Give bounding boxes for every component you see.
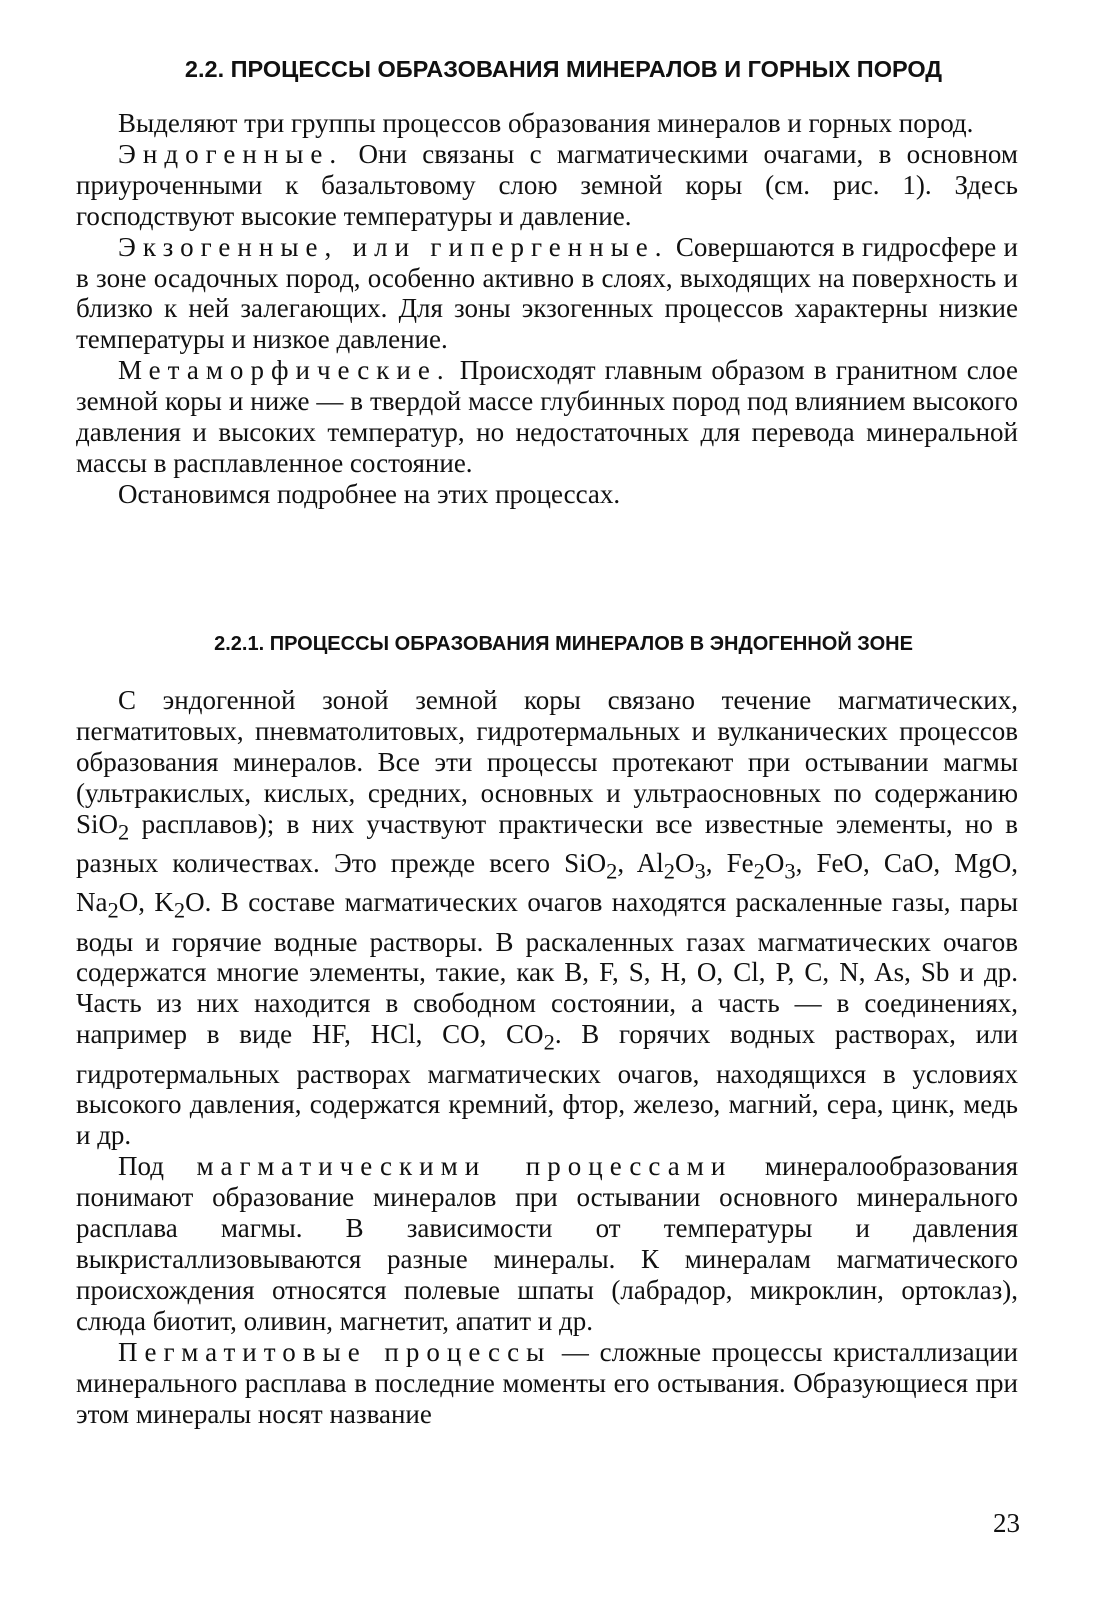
text-run: , FeO, CaO, MgO, Na [76, 847, 1018, 918]
text-run: . В горячих водных растворах, или гидротермальных растворах магматических очагов, находящихся в условиях высокого давления, содержатся кремний, фтор, железо, магний, сера, цинк, медь и др. [76, 1019, 1018, 1151]
subscript: 3 [694, 858, 706, 884]
text-run: , Al [617, 847, 664, 878]
text-run: O [675, 847, 695, 878]
magmatic-term: магматическими процессами [196, 1151, 733, 1182]
magmatic-lead: Под [118, 1151, 197, 1182]
subscript: 3 [784, 858, 796, 884]
subscript: 2 [606, 858, 618, 884]
text-run: С эндогенной зоной земной коры связано течение магматических, пегматитовых, пневматолитовых, гидротермальных и вулканических процессов образования минералов. Все эти процессы протекают при остывании магмы (ультракислых, кислых, средних, основных и ультраосновных по содержанию SiO [76, 685, 1018, 839]
text-run: O [764, 847, 785, 878]
metamorphic-term: Метаморфические. [118, 355, 451, 386]
subscript: 2 [753, 858, 765, 884]
magmatic-paragraph [76, 1151, 1018, 1336]
text-run: расплавов); в них участвуют практически все известные элементы, но в разных количествах. Это прежде всего SiO [76, 808, 1018, 878]
exogenous-paragraph [76, 232, 1018, 356]
endogenous-term: Эндогенные. [118, 138, 344, 169]
subscript: 2 [663, 858, 676, 884]
endogenous-zone-paragraph [76, 685, 1018, 1151]
subscript: 2 [543, 1029, 555, 1055]
magmatic-text: минералообразования понимают образование минералов при остывании основного минерального расплава магмы. В зависимости от температуры и давления выкристаллизовываются разные минералы. К минералам магматического происхождения относятся полевые шпаты (лабрадор, микроклин, ортоклаз), слюда биотит, оливин, магнетит, апатит и др. [76, 1151, 1018, 1336]
text-run: , Fe [705, 847, 754, 878]
metamorphic-text: Происходят главным образом в гранитном слое земной коры и ниже — в твердой массе глубинных пород под влиянием высокого давления и высоких температур, но недостаточных для перевода минеральной массы в расплавленное состояние. [76, 355, 1018, 478]
intro-paragraph: Выделяют три группы процессов образования минералов и горных пород. [118, 108, 974, 138]
pegmatite-text: — сложные процессы кристаллизации минерального расплава в последние моменты его остывания. Образующиеся при этом минералы носят название [76, 1336, 1018, 1429]
endogenous-text: Они связаны с магматическими очагами, в основном приуроченными к базальтовому слою земной коры (см. рис. 1). Здесь господствуют высокие температуры и давление. [76, 138, 1018, 231]
section-heading: 2.2. ПРОЦЕССЫ ОБРАЗОВАНИЯ МИНЕРАЛОВ И ГОРНЫХ ПОРОД [184, 56, 943, 82]
text-run: O, K [118, 887, 174, 918]
subscript: 2 [107, 897, 119, 923]
intro-block [76, 108, 1018, 510]
subsection-heading: 2.2.1. ПРОЦЕССЫ ОБРАЗОВАНИЯ МИНЕРАЛОВ В ЭНДОГЕННОЙ ЗОНЕ [214, 633, 913, 655]
transition-paragraph: Остановимся подробнее на этих процессах. [118, 478, 621, 509]
text-run: O. В составе магматических очагов находятся раскаленные газы, пары воды и горячие водные растворы. В раскаленных газах магматических очагов содержатся многие элементы, такие, как B, F, S, H, O, Cl, P, C, N, As, Sb и др. Часть из них находится в свободном состоянии, а часть — в соединениях, например в виде HF, HCl, CO, CO [76, 887, 1018, 1050]
pegmatite-paragraph [76, 1337, 1018, 1430]
page-number: 23 [993, 1508, 1020, 1538]
endogenous-paragraph [76, 139, 1018, 232]
exogenous-text: Совершаются в гидросфере и в зоне осадочных пород, особенно активно в слоях, выходящих на поверхность и близко к ней залегающих. Для зоны экзогенных процессов характерны низкие температуры и низкое давление. [76, 231, 1018, 355]
subscript: 2 [118, 819, 130, 845]
endogenous-zone-block [76, 685, 1018, 1429]
exogenous-term: Экзогенные, или гипергенные. [118, 231, 669, 262]
pegmatite-term: Пегматитовые процессы [118, 1336, 552, 1367]
metamorphic-paragraph [76, 355, 1018, 479]
subscript: 2 [173, 897, 186, 923]
